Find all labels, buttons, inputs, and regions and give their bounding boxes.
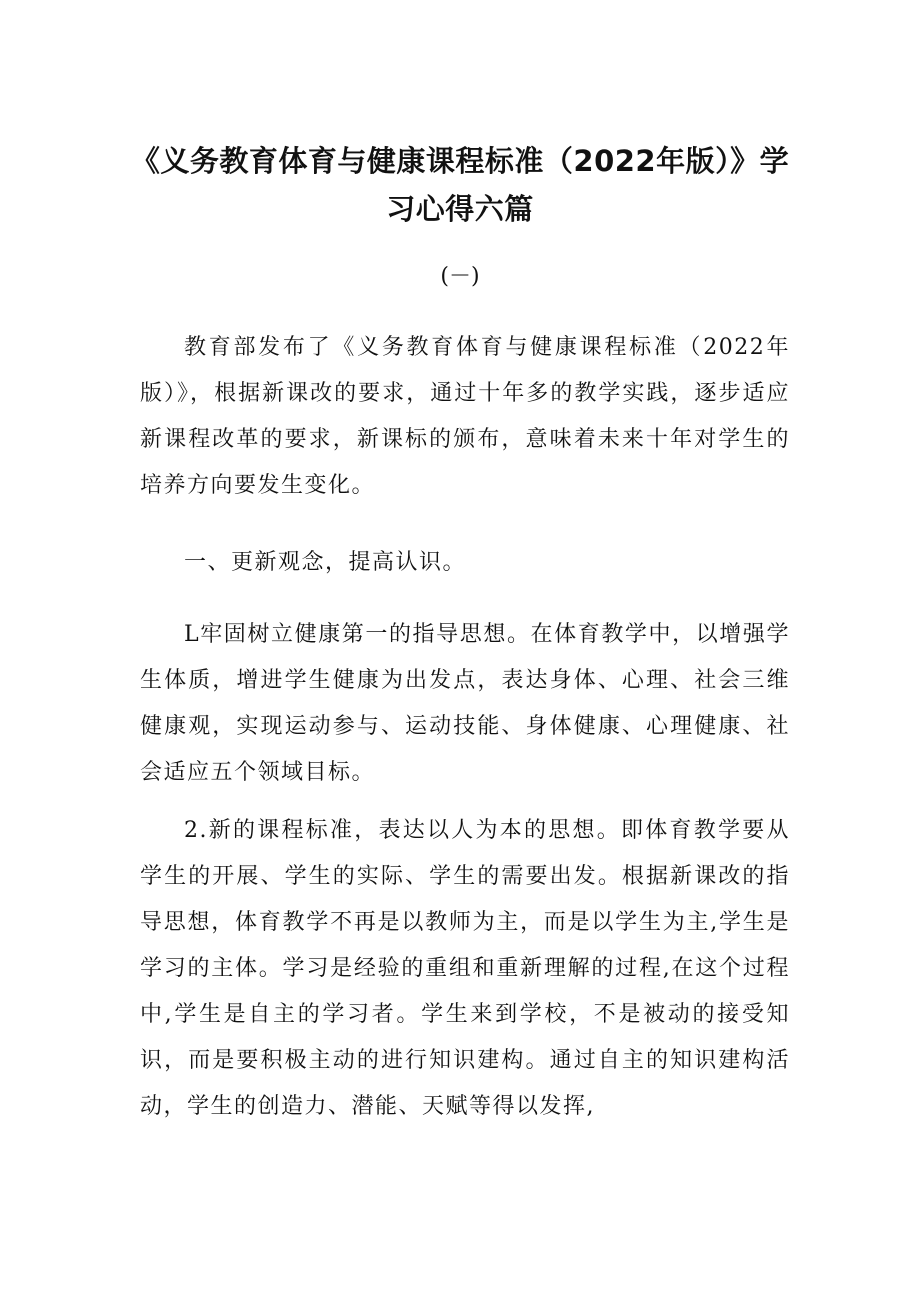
paragraph-point-2: 2.新的课程标准，表达以人为本的思想。即体育教学要从学生的开展、学生的实际、学生的需要出发。根据新课改的指导思想，体育教学不再是以教师为主，而是以学生为主,学生是学习的主体。学习是经验的重组和重新理解的过程,在这个过程中,学生是自主的学习者。学生来到学校，不是被动的接受知识，而是要积极主动的进行知识建构。通过自主的知识建构活动，学生的创造力、潜能、天赋等得以发挥, bbox=[140, 818, 790, 1119]
paragraph-point-1: L牢固树立健康第一的指导思想。在体育教学中，以增强学生体质，增进学生健康为出发点，表达身体、心理、社会三维健康观，实现运动参与、运动技能、身体健康、心理健康、社会适应五个领域目标。 bbox=[140, 622, 790, 785]
document-title bbox=[120, 137, 800, 233]
paragraph-intro: 教育部发布了《义务教育体育与健康课程标准（2022年版）》，根据新课改的要求，通过十年多的教学实践，逐步适应新课程改革的要求，新课标的颁布，意味着未来十年对学生的培养方向要发生变化。 bbox=[140, 335, 790, 498]
title-line-1: 《义务教育体育与健康课程标准（2022年版）》学 bbox=[130, 144, 790, 179]
heading-update-concepts: 一、更新观念，提高认识。 bbox=[184, 550, 467, 575]
title-line-2: 习心得六篇 bbox=[386, 192, 534, 227]
section-marker: (－) bbox=[440, 264, 480, 289]
